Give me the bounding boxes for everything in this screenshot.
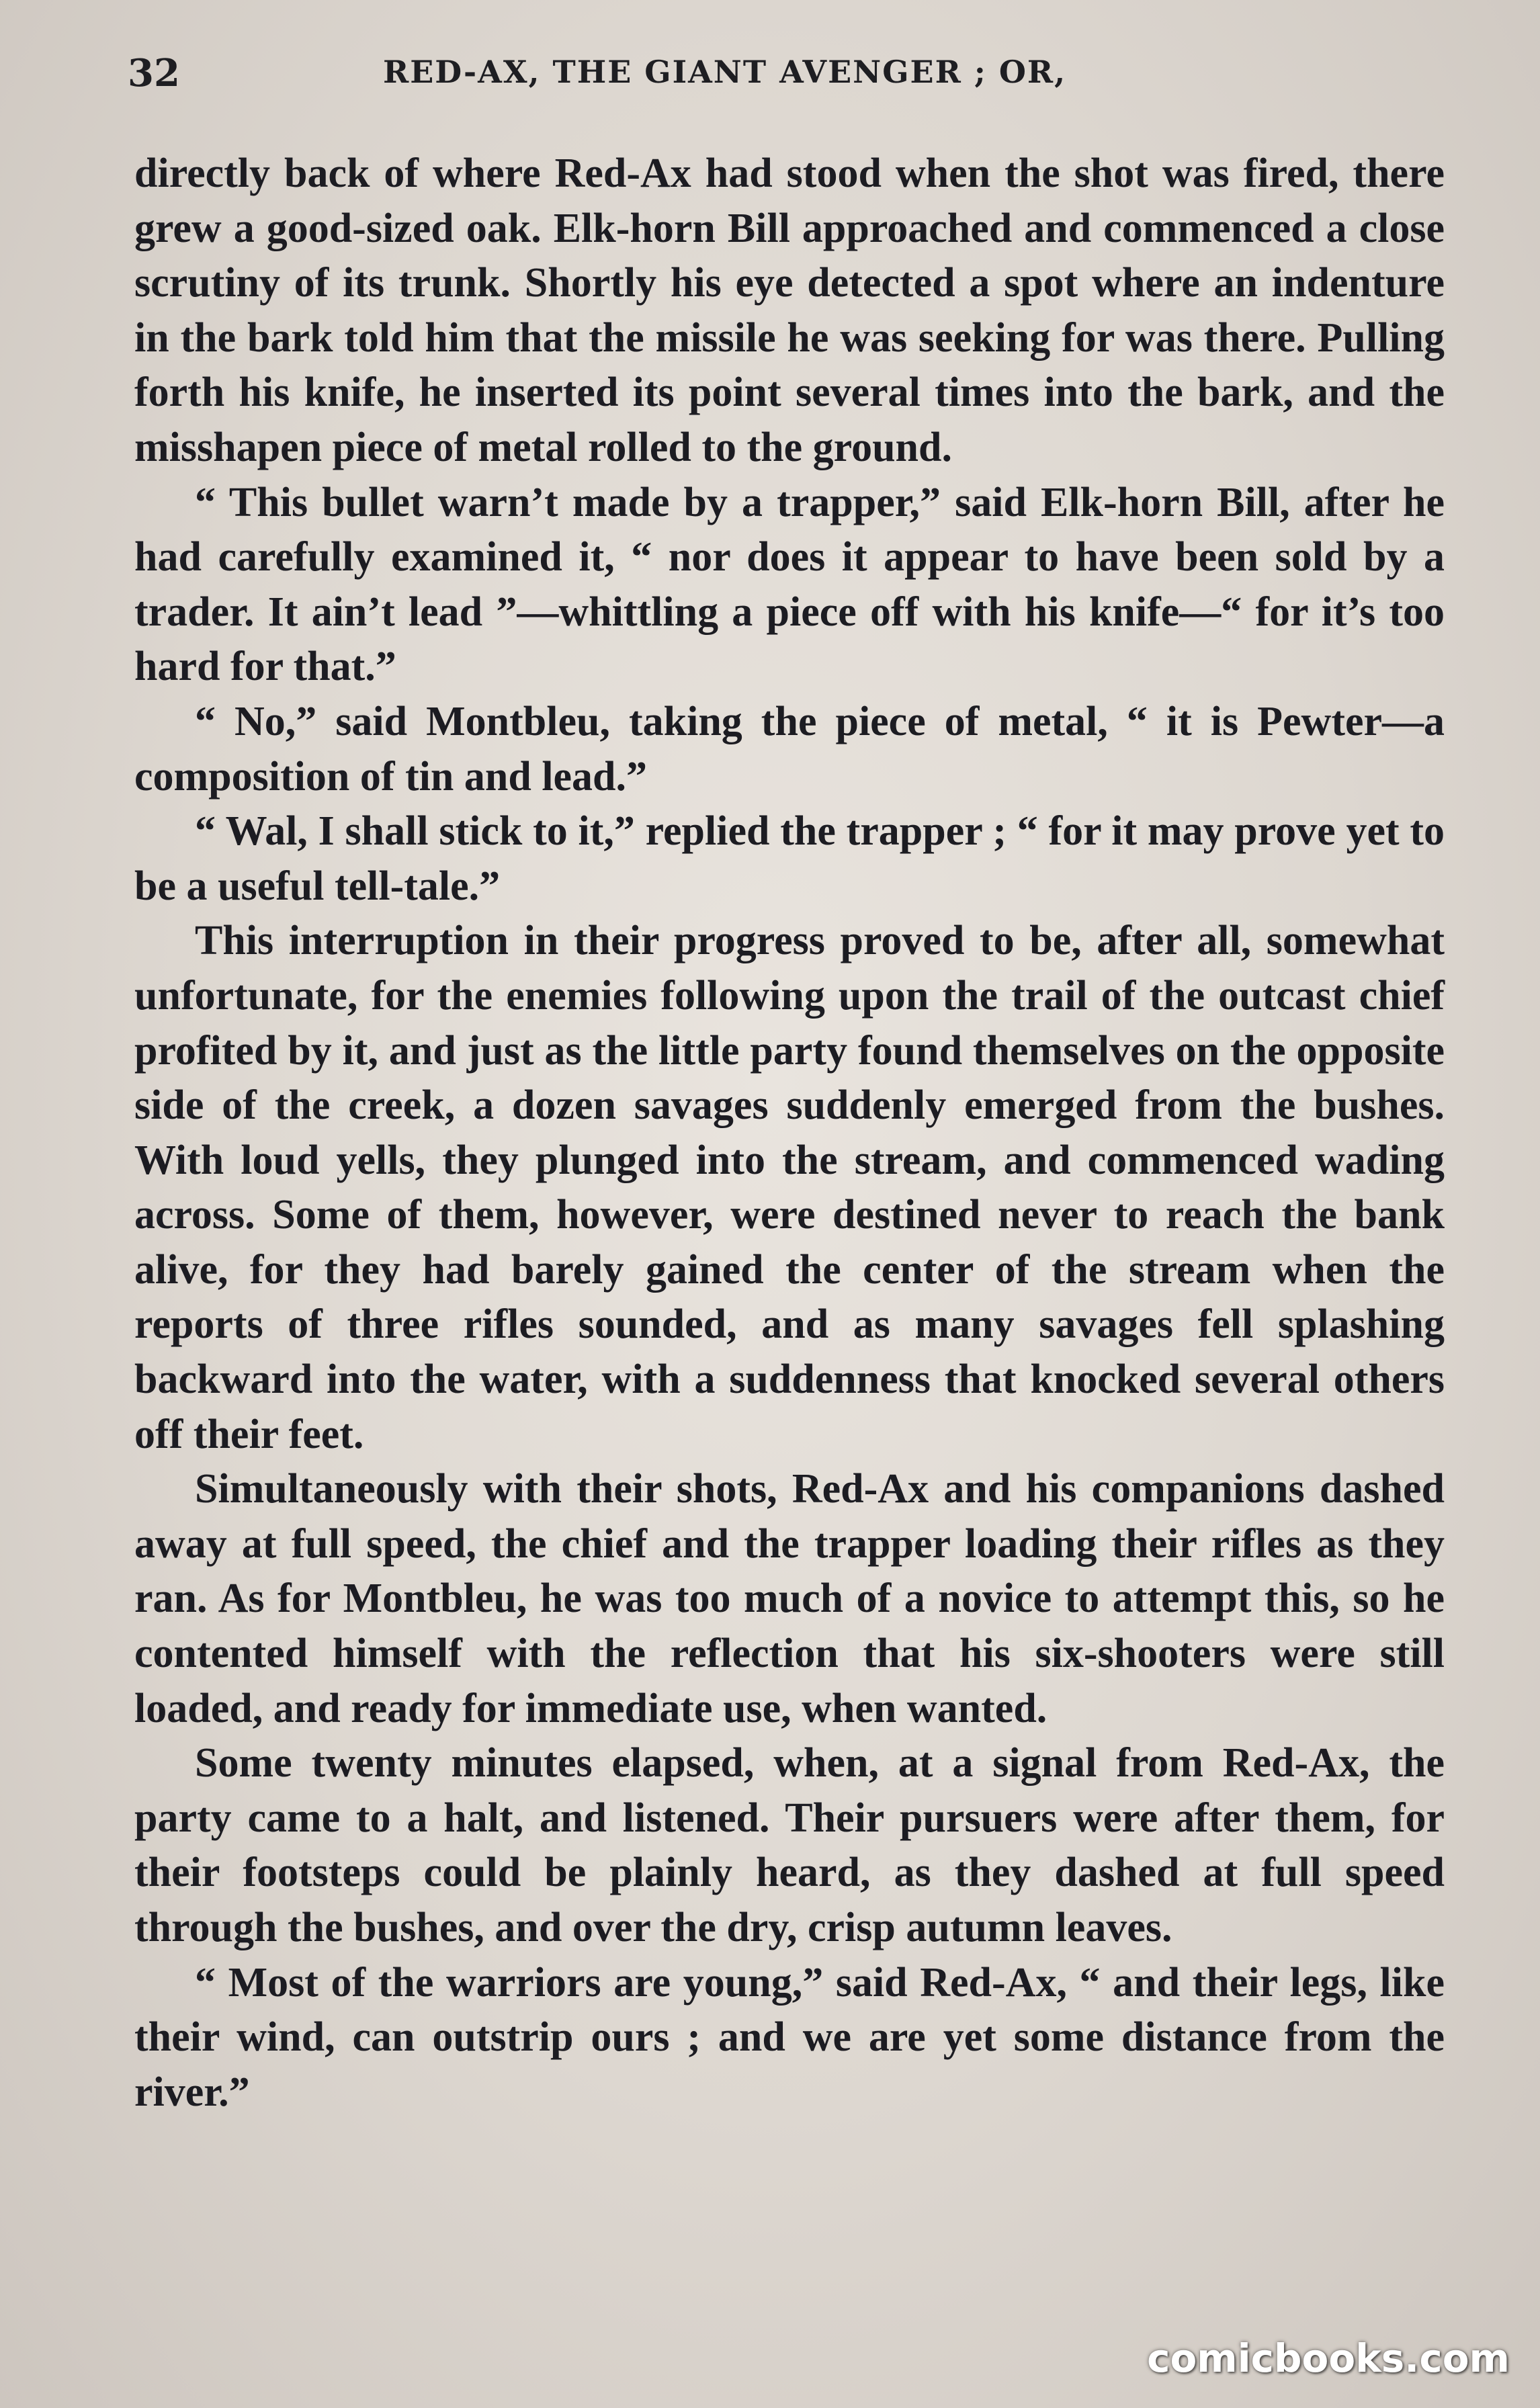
paragraph: Simultaneously with their shots, Red-Ax and his companions dashed away at full speed, the chief and the trapper loading their rifles as they ran. As for Montbleu, he was too much of a novice to attempt this, so he contented himself with the reflection that his six-shooters were still loaded, and ready for immediate use, when wanted.	[134, 1466, 1445, 1731]
page-number: 32	[128, 51, 180, 95]
page-header	[128, 47, 1438, 114]
paragraph: “ This bullet warn’t made by a trapper,” said Elk-horn Bill, after he had carefully examined it, “ nor does it appear to have been sold by a trader. It ain’t lead ”—whittling a piece off with his knife—“ for it’s too hard for that.”	[134, 479, 1445, 690]
watermark: comicbooks.com	[1147, 2335, 1510, 2381]
paragraph: directly back of where Red-Ax had stood when the shot was fired, there grew a good-sized oak. Elk-horn Bill approached and commenced a close scrutiny of its trunk. Shortly his eye detected a spot where an indenture in the bark told him that the missile he was seeking for was there. Pulling forth his knife, he inserted its point several times into the bark, and the misshapen piece of metal rolled to the ground.	[134, 150, 1445, 470]
running-head: RED-AX, THE GIANT AVENGER ; OR,	[383, 54, 1067, 90]
paragraph: “ No,” said Montbleu, taking the piece of metal, “ it is Pewter—a composition of tin and lead.”	[134, 698, 1445, 800]
body-text	[134, 146, 1445, 2120]
paragraph: This interruption in their progress proved to be, after all, somewhat unfortunate, for the enemies following upon the trail of the outcast chief profited by it, and just as the little party found themselves on the opposite side of the creek, a dozen savages suddenly emerged from the bushes. With loud yells, they plunged into the stream, and commenced wading across. Some of them, however, were destined never to reach the bank alive, for they had barely gained the center of the stream when the reports of three rifles sounded, and as many savages fell splashing backward into the water, with a suddenness that knocked several others off their feet.	[134, 918, 1445, 1457]
paragraph: “ Most of the warriors are young,” said Red-Ax, “ and their legs, like their wind, can outstrip ours ; and we are yet some distance from the river.”	[134, 1959, 1445, 2115]
paragraph: Some twenty minutes elapsed, when, at a signal from Red-Ax, the party came to a halt, and listened. Their pursuers were after them, for their footsteps could be plainly heard, as they dashed at full speed through the bushes, and over the dry, crisp autumn leaves.	[134, 1740, 1445, 1950]
paragraph: “ Wal, I shall stick to it,” replied the trapper ; “ for it may prove yet to be a useful tell-tale.”	[134, 808, 1445, 909]
